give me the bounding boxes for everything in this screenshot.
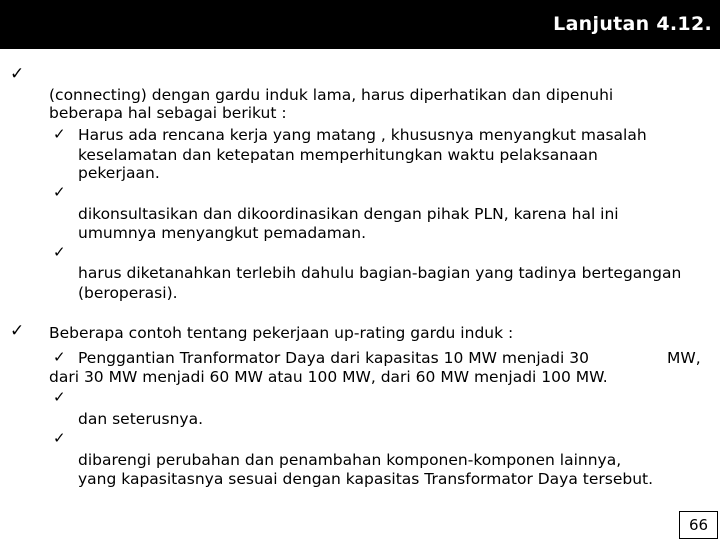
check6-line2: yang kapasitasnya sesuai dengan kapasitas Transformator Daya tersebut.: [78, 470, 654, 488]
page-number: 66: [679, 511, 718, 539]
bullet-icon: ✓: [10, 64, 25, 84]
check1-line2: keselamatan dan ketepatan memperhitungkan waktu pelaksanaan: [78, 146, 598, 164]
check-icon: ✓: [53, 243, 66, 261]
check3-line1: harus diketanahkan terlebih dahulu bagian-bagian yang tadinya bertegangan: [78, 264, 682, 282]
check-icon: ✓: [53, 348, 66, 366]
check-icon: ✓: [53, 429, 66, 447]
bullet-icon: ✓: [10, 321, 25, 341]
check2-line1: dikonsultasikan dan dikoordinasikan dengan pihak PLN, karena hal ini: [78, 205, 619, 223]
header-bar: [0, 0, 720, 49]
section1-intro-line2: beberapa hal sebagai berikut :: [49, 104, 287, 122]
check3-line2: (beroperasi).: [78, 284, 178, 302]
section2-intro: Beberapa contoh tentang pekerjaan up-rating gardu induk :: [49, 324, 514, 342]
check5-line1: dan seterusnya.: [78, 410, 204, 428]
slide-title: Lanjutan 4.12.: [553, 13, 712, 35]
check4-line1-tail: MW,: [667, 349, 701, 367]
section1-intro-line1: (connecting) dengan gardu induk lama, harus diperhatikan dan dipenuhi: [49, 86, 614, 104]
check4-line1: Penggantian Tranformator Daya dari kapasitas 10 MW menjadi 30: [78, 349, 589, 367]
check4-line2: dari 30 MW menjadi 60 MW atau 100 MW, dari 60 MW menjadi 100 MW.: [49, 368, 608, 386]
check-icon: ✓: [53, 388, 66, 406]
check-icon: ✓: [53, 125, 66, 143]
check6-line1: dibarengi perubahan dan penambahan komponen-komponen lainnya,: [78, 451, 622, 469]
check1-line1: Harus ada rencana kerja yang matang , khususnya menyangkut masalah: [78, 126, 647, 144]
check1-line3: pekerjaan.: [78, 164, 160, 182]
check-icon: ✓: [53, 183, 66, 201]
check2-line2: umumnya menyangkut pemadaman.: [78, 224, 367, 242]
